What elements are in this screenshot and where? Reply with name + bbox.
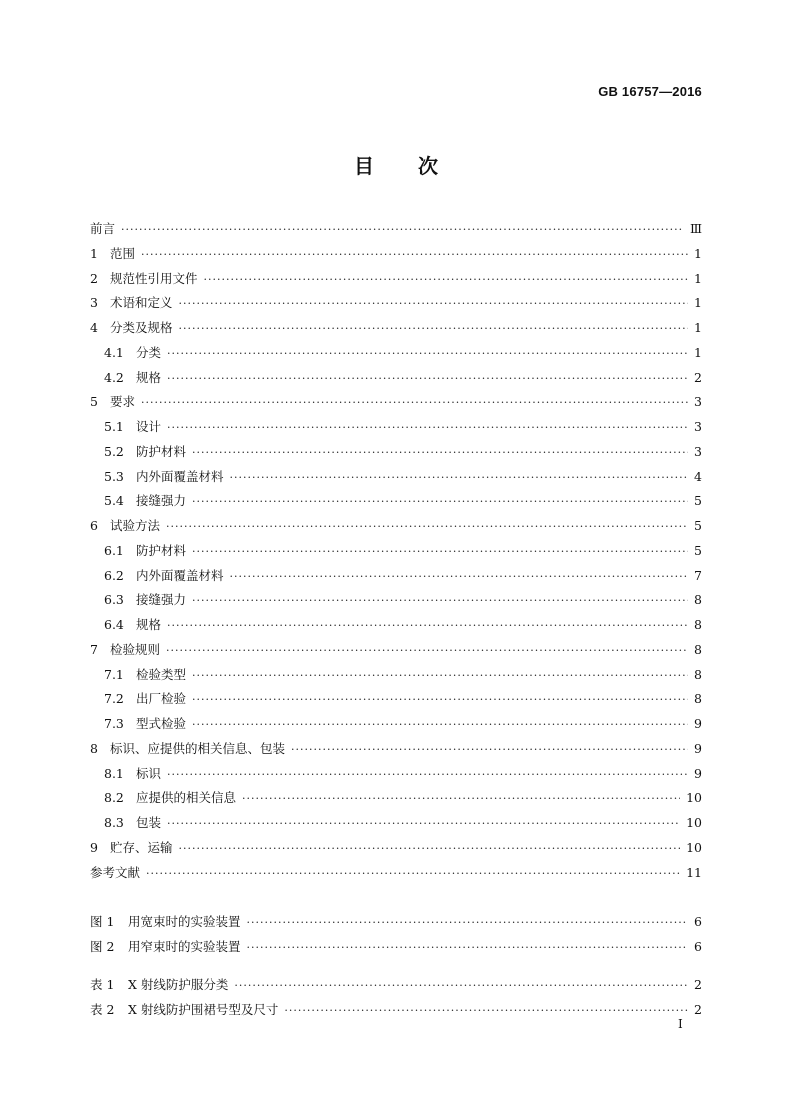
table-list [90, 973, 702, 1023]
toc-entry[interactable] [90, 291, 702, 316]
entry-page-number: 2 [694, 1001, 702, 1017]
entry-title: 分类 [136, 344, 162, 360]
entry-number: 6.1 [104, 542, 124, 558]
toc-entry[interactable] [90, 415, 702, 440]
table-entry[interactable] [90, 973, 702, 998]
toc-entry[interactable] [90, 762, 702, 787]
toc-entry[interactable] [90, 811, 702, 836]
entry-number: 6.4 [104, 617, 124, 632]
entry-page-number: 1 [694, 320, 702, 335]
entry-number: 8.2 [104, 790, 124, 806]
entry-number: 7.1 [104, 666, 124, 682]
dot-leader [167, 416, 688, 441]
entry-title: 规格 [136, 617, 162, 632]
entry-title: 试验方法 [110, 518, 161, 533]
dot-leader [204, 268, 688, 293]
entry-number: 6.3 [104, 592, 124, 608]
entry-title: 检验规则 [110, 641, 161, 657]
dot-leader [166, 515, 688, 540]
dot-leader [167, 614, 688, 639]
entry-number: 6 [90, 518, 98, 533]
dot-leader [230, 565, 688, 590]
dot-leader [192, 490, 688, 515]
toc-entry[interactable] [90, 712, 702, 737]
entry-page-number: 1 [694, 295, 702, 311]
entry-title: 型式检验 [136, 716, 187, 731]
dot-leader [167, 342, 688, 367]
entry-number: 5 [90, 394, 98, 410]
dot-leader [167, 763, 688, 788]
toc-entry[interactable] [90, 836, 702, 861]
dot-leader [284, 999, 688, 1024]
dot-leader [166, 639, 688, 664]
dot-leader [146, 862, 680, 887]
toc-list [90, 217, 702, 885]
entry-title: 标识 [136, 765, 162, 781]
entry-number: 6.2 [104, 567, 124, 583]
dot-leader [242, 787, 680, 812]
toc-entry[interactable] [90, 217, 702, 242]
entry-page-number: 6 [694, 914, 702, 929]
entry-title: 防护材料 [136, 542, 187, 558]
entry-page-number: 10 [686, 815, 702, 830]
entry-title: 贮存、运输 [110, 839, 173, 855]
entry-number: 表 2 [90, 1001, 115, 1017]
entry-title: 分类及规格 [110, 320, 173, 335]
dot-leader [234, 974, 688, 999]
toc-entry[interactable] [90, 663, 702, 688]
entry-page-number: 9 [694, 740, 702, 756]
entry-page-number: 10 [686, 839, 702, 855]
entry-title: 用宽束时的实验装置 [128, 914, 241, 929]
figure-entry[interactable] [90, 910, 702, 935]
entry-title: 检验类型 [136, 666, 187, 682]
dot-leader [192, 713, 688, 738]
entry-page-number: 6 [694, 938, 702, 954]
toc-entry[interactable] [90, 341, 702, 366]
toc-entry[interactable] [90, 242, 702, 267]
dot-leader [167, 367, 688, 392]
entry-page-number: 8 [694, 691, 702, 707]
entry-title: 设计 [136, 419, 162, 434]
dot-leader [192, 688, 688, 713]
entry-title: 内外面覆盖材料 [136, 567, 224, 583]
entry-page-number: 8 [694, 592, 702, 608]
dot-leader [192, 664, 688, 689]
entry-title: 防护材料 [136, 443, 187, 459]
entry-number: 5.4 [104, 493, 124, 509]
entry-title: 接缝强力 [136, 592, 187, 608]
dot-leader [230, 466, 688, 491]
figure-entry[interactable] [90, 935, 702, 960]
entry-page-number: Ⅲ [689, 221, 702, 236]
entry-title: 用窄束时的实验装置 [128, 938, 241, 954]
toc-entry[interactable] [90, 564, 702, 589]
entry-number: 7.2 [104, 691, 124, 707]
toc-entry[interactable] [90, 489, 702, 514]
entry-title: 应提供的相关信息 [136, 790, 237, 806]
entry-title: 规格 [136, 369, 162, 385]
entry-page-number: 7 [694, 567, 702, 583]
entry-number: 9 [90, 839, 98, 855]
entry-page-number: 2 [694, 369, 702, 385]
entry-title: X 射线防护围裙号型及尺寸 [128, 1001, 279, 1017]
entry-title: 术语和定义 [110, 295, 173, 311]
entry-page-number: 5 [694, 542, 702, 558]
entry-page-number: 3 [694, 394, 702, 410]
figure-list [90, 910, 702, 960]
dot-leader [192, 589, 688, 614]
toc-entry[interactable] [90, 316, 702, 341]
entry-number: 3 [90, 295, 98, 311]
entry-page-number: 11 [686, 864, 702, 880]
entry-title: 包装 [136, 815, 162, 830]
dot-leader [247, 911, 688, 936]
dot-leader [179, 292, 688, 317]
table-entry[interactable] [90, 998, 702, 1023]
toc-entry[interactable] [90, 687, 702, 712]
toc-entry[interactable] [90, 613, 702, 638]
entry-number: 5.2 [104, 443, 124, 459]
entry-title: 范围 [110, 245, 136, 261]
entry-number: 8 [90, 740, 98, 756]
page-number: I [678, 1017, 683, 1031]
entry-page-number: 2 [694, 977, 702, 992]
entry-number: 7 [90, 641, 98, 657]
entry-page-number: 5 [694, 493, 702, 509]
entry-number: 2 [90, 270, 98, 286]
entry-number: 7.3 [104, 716, 124, 731]
entry-number: 表 1 [90, 977, 115, 992]
standard-number: GB 16757—2016 [598, 84, 702, 99]
entry-title: 接缝强力 [136, 493, 187, 509]
entry-number: 图 1 [90, 914, 115, 929]
page-title: 目次 [354, 154, 482, 178]
entry-page-number: 8 [694, 666, 702, 682]
dot-leader [179, 837, 681, 862]
entry-number: 5.3 [104, 468, 124, 484]
entry-title: 内外面覆盖材料 [136, 468, 224, 484]
entry-page-number: 5 [694, 518, 702, 533]
dot-leader [291, 738, 688, 763]
toc-entry[interactable] [90, 267, 702, 292]
toc-entry[interactable] [90, 366, 702, 391]
entry-page-number: 3 [694, 443, 702, 459]
toc-entry[interactable] [90, 737, 702, 762]
entry-number: 图 2 [90, 938, 115, 954]
entry-page-number: 8 [694, 617, 702, 632]
toc-entry[interactable] [90, 786, 702, 811]
entry-title: 参考文献 [90, 864, 141, 880]
dot-leader [192, 540, 688, 565]
entry-page-number: 8 [694, 641, 702, 657]
dot-leader [247, 936, 688, 961]
entry-title: 规范性引用文件 [110, 270, 198, 286]
entry-number: 1 [90, 245, 98, 261]
toc-entry[interactable] [90, 440, 702, 465]
toc-entry[interactable] [90, 638, 702, 663]
entry-title: 要求 [110, 394, 136, 410]
dot-leader [141, 243, 688, 268]
toc-entry[interactable] [90, 465, 702, 490]
entry-number: 8.1 [104, 765, 124, 781]
entry-number: 8.3 [104, 815, 124, 830]
toc-entry[interactable] [90, 539, 702, 564]
dot-leader [179, 317, 688, 342]
dot-leader [167, 812, 680, 837]
toc-entry[interactable] [90, 390, 702, 415]
entry-page-number: 4 [694, 468, 702, 484]
entry-number: 4 [90, 320, 98, 335]
entry-title: X 射线防护服分类 [128, 977, 229, 992]
toc-entry[interactable] [90, 514, 702, 539]
entry-number: 4.1 [104, 344, 124, 360]
entry-page-number: 3 [694, 419, 702, 434]
dot-leader [192, 441, 688, 466]
toc-entry[interactable] [90, 588, 702, 613]
entry-number: 4.2 [104, 369, 124, 385]
entry-page-number: 9 [694, 765, 702, 781]
entry-title: 标识、应提供的相关信息、包装 [110, 740, 286, 756]
dot-leader [121, 218, 684, 243]
entry-page-number: 1 [694, 245, 702, 261]
entry-page-number: 1 [694, 270, 702, 286]
entry-page-number: 1 [694, 344, 702, 360]
dot-leader [141, 391, 688, 416]
toc-entry[interactable] [90, 861, 702, 886]
entry-page-number: 10 [686, 790, 702, 806]
entry-number: 5.1 [104, 419, 124, 434]
entry-title: 出厂检验 [136, 691, 187, 707]
entry-page-number: 9 [694, 716, 702, 731]
entry-title: 前言 [90, 221, 116, 236]
